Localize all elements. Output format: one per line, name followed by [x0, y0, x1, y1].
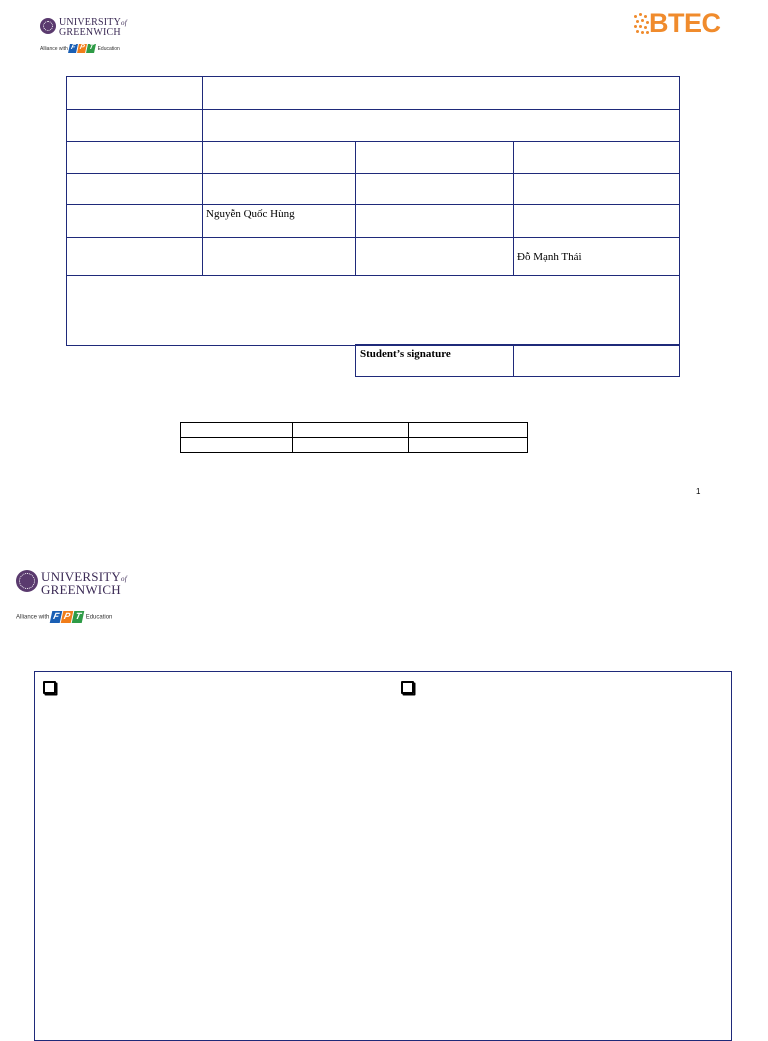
table-cell: [203, 174, 356, 205]
table-cell: [356, 142, 514, 174]
table-cell: [293, 423, 409, 438]
greenwich-seal-icon: [40, 18, 56, 34]
table-cell: [181, 423, 293, 438]
fpt-logo-icon: F P T: [51, 611, 84, 623]
table-cell: [514, 205, 680, 238]
alliance-text: Alliance with: [16, 614, 50, 621]
university-logo-page2: UNIVERSITYof GREENWICH Alliance with F P T Education: [16, 569, 127, 621]
declaration-cell: [67, 276, 680, 346]
table-cell: [356, 205, 514, 238]
table-cell: [203, 77, 680, 110]
university-name-line2: GREENWICH: [59, 27, 121, 38]
table-cell: [514, 174, 680, 205]
table-cell: [203, 142, 356, 174]
btec-logo: [634, 10, 730, 40]
grading-summary-table: [180, 422, 528, 453]
table-cell: [356, 238, 514, 276]
student-name-value: Nguyễn Quốc Hùng: [203, 205, 356, 238]
education-text: Education: [97, 45, 120, 52]
table-cell: [67, 77, 203, 110]
university-name-line1: UNIVERSITY: [59, 17, 121, 28]
checkbox-right[interactable]: [401, 681, 414, 694]
btec-dots-icon: [634, 13, 650, 37]
greenwich-seal-icon: [16, 570, 38, 592]
student-signature-field[interactable]: [514, 345, 680, 377]
table-cell: [409, 423, 528, 438]
table-cell: [67, 238, 203, 276]
table-cell: [181, 438, 293, 453]
assessor-name-value: Đỗ Mạnh Thái: [514, 238, 680, 276]
table-cell: [409, 438, 528, 453]
alliance-text: Alliance with: [40, 45, 68, 52]
university-name-line1: UNIVERSITY: [41, 569, 121, 584]
table-cell: [203, 238, 356, 276]
assignment-cover-table: [66, 76, 680, 346]
grading-grid-box: [34, 671, 732, 1041]
table-cell: [67, 142, 203, 174]
table-cell: [67, 174, 203, 205]
btec-wordmark: BTEC: [649, 8, 721, 38]
signature-table: [355, 344, 680, 377]
table-cell: [514, 142, 680, 174]
fpt-logo-icon: F P T: [69, 44, 96, 53]
student-signature-label: Student’s signature: [356, 345, 514, 377]
university-logo: UNIVERSITYof GREENWICH Alliance with F P T Education: [40, 17, 127, 52]
page-number: 1: [696, 487, 701, 496]
table-cell: [67, 205, 203, 238]
checkbox-left[interactable]: [43, 681, 56, 694]
university-name-line2: GREENWICH: [41, 582, 121, 597]
education-text: Education: [85, 614, 113, 621]
table-cell: [203, 110, 680, 142]
table-cell: [293, 438, 409, 453]
table-cell: [356, 174, 514, 205]
table-cell: [67, 110, 203, 142]
